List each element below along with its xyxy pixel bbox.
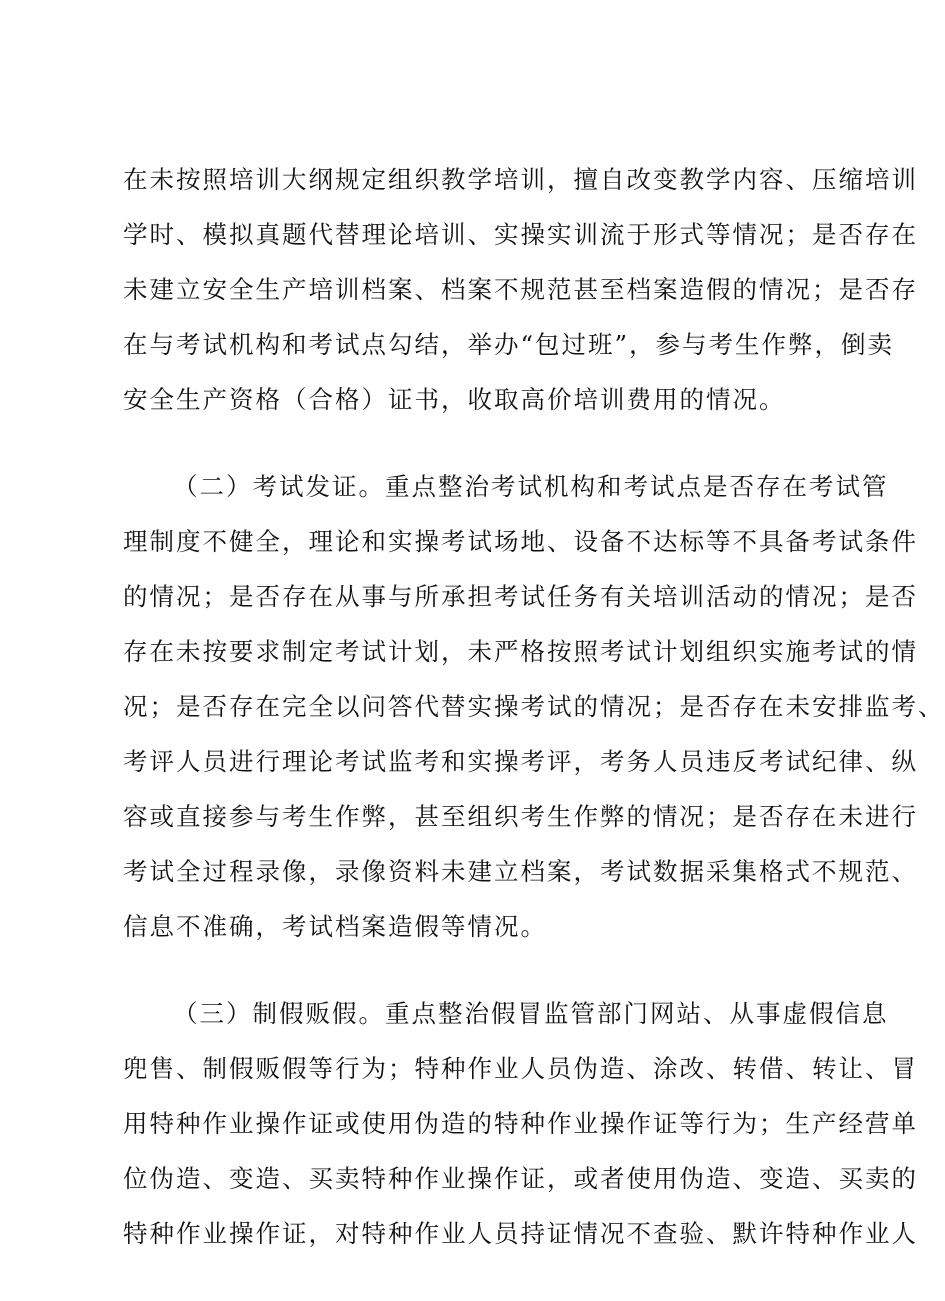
text-line: 理制度不健全，理论和实操考试场地、设备不达标等不具备考试条件 xyxy=(123,527,918,556)
document-body xyxy=(123,152,945,1293)
text-line: 未建立安全生产培训档案、档案不规范甚至档案造假的情况；是否存 xyxy=(123,275,918,304)
text-line: （三）制假贩假。重点整治假冒监管部门网站、从事虚假信息 xyxy=(173,999,889,1028)
text-line: 考评人员进行理论考试监考和实操考评，考务人员违反考试纪律、纵 xyxy=(123,747,918,776)
text-line: 的情况；是否存在从事与所承担考试任务有关培训活动的情况；是否 xyxy=(123,582,918,611)
text-line: （二）考试发证。重点整治考试机构和考试点是否存在考试管 xyxy=(173,472,889,501)
text-line: 位伪造、变造、买卖特种作业操作证，或者使用伪造、变造、买卖的 xyxy=(123,1164,918,1193)
text-line: 安全生产资格（合格）证书，收取高价培训费用的情况。 xyxy=(123,385,786,414)
text-line: 兜售、制假贩假等行为；特种作业人员伪造、涂改、转借、转让、冒 xyxy=(123,1054,918,1083)
text-line: 学时、模拟真题代替理论培训、实操实训流于形式等情况；是否存在 xyxy=(123,220,918,249)
text-line: 况；是否存在完全以问答代替实操考试的情况；是否存在未安排监考、 xyxy=(123,692,945,721)
text-line: 信息不准确，考试档案造假等情况。 xyxy=(123,912,547,941)
text-line: 容或直接参与考生作弊，甚至组织考生作弊的情况；是否存在未进行 xyxy=(123,802,918,831)
paragraph-exam-certification xyxy=(123,459,945,954)
paragraph-counterfeiting xyxy=(123,986,918,1261)
text-line: 特种作业操作证，对特种作业人员持证情况不查验、默许特种作业人 xyxy=(123,1219,918,1248)
text-line: 在未按照培训大纲规定组织教学培训，擅自改变教学内容、压缩培训 xyxy=(123,165,918,194)
text-line: 用特种作业操作证或使用伪造的特种作业操作证等行为；生产经营单 xyxy=(123,1109,918,1138)
paragraph-training xyxy=(123,152,918,427)
text-line: 考试全过程录像，录像资料未建立档案，考试数据采集格式不规范、 xyxy=(123,857,918,886)
text-line: 存在未按要求制定考试计划，未严格按照考试计划组织实施考试的情 xyxy=(123,637,918,666)
text-line: 在与考试机构和考试点勾结，举办“包过班”，参与考生作弊，倒卖 xyxy=(123,330,895,359)
